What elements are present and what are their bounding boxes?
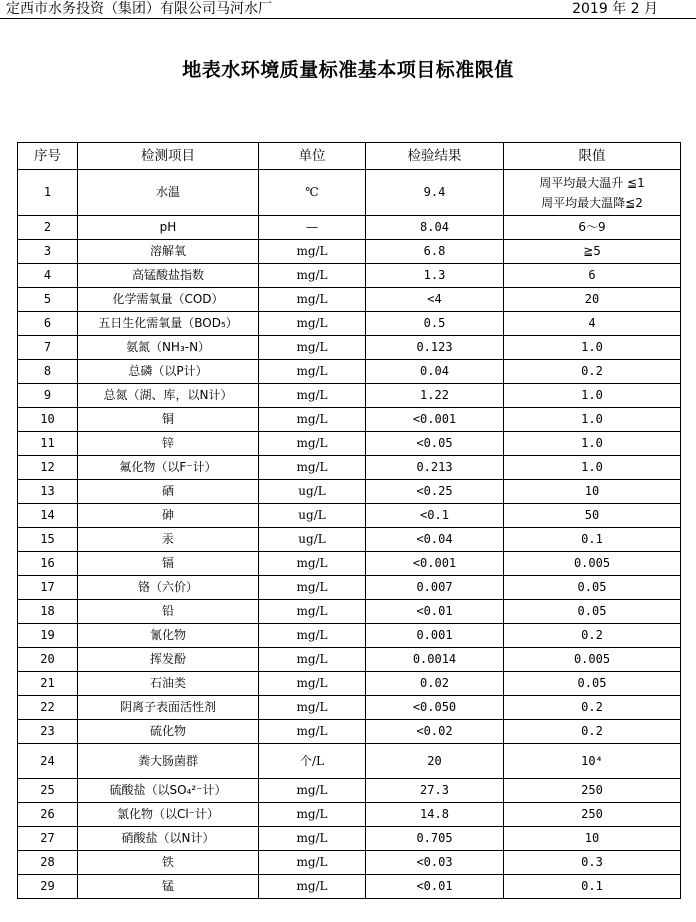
table-row [18,528,681,552]
table-row [18,216,681,240]
limit-value: 1.0 [504,432,681,456]
test-item: 铬（六价） [78,576,259,600]
limit-value: 0.1 [504,875,681,899]
row-number: 19 [18,624,78,648]
limit-value: 0.3 [504,851,681,875]
table-body [18,170,681,899]
test-item: 铅 [78,600,259,624]
test-item: 硫化物 [78,720,259,744]
test-result: 8.04 [366,216,504,240]
test-item: 石油类 [78,672,259,696]
table-row [18,720,681,744]
test-result: 0.123 [366,336,504,360]
limit-value: 0.1 [504,528,681,552]
limit-value: 1.0 [504,336,681,360]
row-number: 12 [18,456,78,480]
unit: mg/L [259,552,366,576]
table-row [18,170,681,216]
unit: mg/L [259,672,366,696]
row-number: 18 [18,600,78,624]
test-item: 硒 [78,480,259,504]
unit: mg/L [259,779,366,803]
limit-value: 0.2 [504,624,681,648]
column-header-no: 序号 [18,143,78,170]
test-item: 挥发酚 [78,648,259,672]
unit: mg/L [259,827,366,851]
row-number: 17 [18,576,78,600]
limit-value: 0.05 [504,576,681,600]
unit: mg/L [259,336,366,360]
row-number: 13 [18,480,78,504]
row-number: 26 [18,803,78,827]
test-item: 汞 [78,528,259,552]
row-number: 27 [18,827,78,851]
header-rule [0,18,696,19]
table-row [18,600,681,624]
row-number: 1 [18,170,78,216]
test-item: 锰 [78,875,259,899]
table-row [18,288,681,312]
limit-value: 10 [504,827,681,851]
table-row [18,624,681,648]
test-result: 0.5 [366,312,504,336]
limit-value: 1.0 [504,456,681,480]
test-result: 14.8 [366,803,504,827]
test-item: 硝酸盐（以N计） [78,827,259,851]
test-result: <0.25 [366,480,504,504]
test-result: 1.3 [366,264,504,288]
column-header-item: 检测项目 [78,143,259,170]
unit: mg/L [259,851,366,875]
test-item: 镉 [78,552,259,576]
unit: ug/L [259,528,366,552]
row-number: 28 [18,851,78,875]
test-result: 0.705 [366,827,504,851]
table-row [18,360,681,384]
test-item: 化学需氧量（COD） [78,288,259,312]
unit: mg/L [259,600,366,624]
test-item: 阴离子表面活性剂 [78,696,259,720]
test-result: 0.04 [366,360,504,384]
unit: ug/L [259,480,366,504]
table-row [18,504,681,528]
table-row [18,240,681,264]
row-number: 8 [18,360,78,384]
unit: mg/L [259,875,366,899]
limit-value: 10 [504,480,681,504]
table-row [18,384,681,408]
test-item: 粪大肠菌群 [78,744,259,779]
unit: mg/L [259,456,366,480]
test-result: <0.001 [366,552,504,576]
table-row [18,480,681,504]
test-item: 硫酸盐（以SO₄²⁻计） [78,779,259,803]
test-result: 27.3 [366,779,504,803]
unit: mg/L [259,720,366,744]
unit: mg/L [259,360,366,384]
limit-value: 4 [504,312,681,336]
unit: 个/L [259,744,366,779]
test-result: 6.8 [366,240,504,264]
limit-value: 0.005 [504,648,681,672]
table-row [18,336,681,360]
row-number: 15 [18,528,78,552]
test-result: 1.22 [366,384,504,408]
table-row [18,779,681,803]
row-number: 21 [18,672,78,696]
row-number: 22 [18,696,78,720]
test-item: 铁 [78,851,259,875]
row-number: 4 [18,264,78,288]
test-item: 总氮（湖、库，以N计） [78,384,259,408]
test-item: 氨氮（NH₃-N） [78,336,259,360]
test-item: 砷 [78,504,259,528]
unit: ℃ [259,170,366,216]
limit-value: 6 [504,264,681,288]
test-result: <0.1 [366,504,504,528]
limit-value: 0.2 [504,696,681,720]
unit: ug/L [259,504,366,528]
table-row [18,744,681,779]
limit-value: 0.05 [504,600,681,624]
table-row [18,875,681,899]
unit: mg/L [259,432,366,456]
test-result: <4 [366,288,504,312]
table-row [18,408,681,432]
standard-limits-table [17,142,681,899]
row-number: 14 [18,504,78,528]
limit-value: 0.05 [504,672,681,696]
row-number: 20 [18,648,78,672]
limit-value: 250 [504,803,681,827]
unit: mg/L [259,696,366,720]
column-header-unit: 单位 [259,143,366,170]
test-item: 溶解氧 [78,240,259,264]
limit-value: 10⁴ [504,744,681,779]
test-result: 0.007 [366,576,504,600]
row-number: 6 [18,312,78,336]
table-row [18,672,681,696]
limit-value: 20 [504,288,681,312]
test-item: 铜 [78,408,259,432]
test-result: <0.01 [366,875,504,899]
limit-value: 1.0 [504,408,681,432]
row-number: 7 [18,336,78,360]
test-item: 氟化物（以F⁻计） [78,456,259,480]
unit: mg/L [259,312,366,336]
table-row [18,264,681,288]
organization-name: 定西市水务投资（集团）有限公司马河水厂 [6,1,272,17]
test-result: 9.4 [366,170,504,216]
unit: mg/L [259,648,366,672]
unit: mg/L [259,288,366,312]
limit-value: 0.2 [504,720,681,744]
limit-value-line-1: 周平均最大温升 ≦1 [539,175,645,190]
row-number: 9 [18,384,78,408]
limit-value: 1.0 [504,384,681,408]
unit: mg/L [259,576,366,600]
test-result: 0.001 [366,624,504,648]
limit-value: ≧5 [504,240,681,264]
test-result: <0.02 [366,720,504,744]
test-result: <0.04 [366,528,504,552]
row-number: 3 [18,240,78,264]
table-row [18,696,681,720]
unit: mg/L [259,384,366,408]
unit: mg/L [259,240,366,264]
unit: — [259,216,366,240]
test-result: <0.001 [366,408,504,432]
table-row [18,552,681,576]
row-number: 25 [18,779,78,803]
limit-value: 6～9 [504,216,681,240]
limit-value: 0.005 [504,552,681,576]
test-item: 高锰酸盐指数 [78,264,259,288]
table-row [18,312,681,336]
table-row [18,648,681,672]
test-result: <0.050 [366,696,504,720]
test-item: 总磷（以P计） [78,360,259,384]
document-title: 地表水环境质量标准基本项目标准限值 [182,59,514,81]
limit-value: 0.2 [504,360,681,384]
table-row [18,456,681,480]
row-number: 29 [18,875,78,899]
report-date: 2019 年 2 月 [572,1,658,17]
test-item: 锌 [78,432,259,456]
test-result: 20 [366,744,504,779]
row-number: 5 [18,288,78,312]
row-number: 24 [18,744,78,779]
limit-value-line-2: 周平均最大温降≦2 [541,195,643,210]
test-result: <0.05 [366,432,504,456]
row-number: 2 [18,216,78,240]
column-header-result: 检验结果 [366,143,504,170]
unit: mg/L [259,408,366,432]
row-number: 23 [18,720,78,744]
test-item: 氰化物 [78,624,259,648]
table-row [18,827,681,851]
table-header-row [18,143,681,170]
limit-value: 50 [504,504,681,528]
unit: mg/L [259,803,366,827]
test-result: <0.03 [366,851,504,875]
test-result: 0.213 [366,456,504,480]
test-result: 0.02 [366,672,504,696]
row-number: 16 [18,552,78,576]
test-result: 0.0014 [366,648,504,672]
unit: mg/L [259,624,366,648]
test-item: pH [78,216,259,240]
test-item: 水温 [78,170,259,216]
table-row [18,851,681,875]
table-row [18,803,681,827]
unit: mg/L [259,264,366,288]
row-number: 10 [18,408,78,432]
limit-value [504,170,681,216]
test-item: 五日生化需氧量（BOD₅） [78,312,259,336]
column-header-limit: 限值 [504,143,681,170]
test-item: 氯化物（以Cl⁻计） [78,803,259,827]
test-result: <0.01 [366,600,504,624]
table-row [18,432,681,456]
table-row [18,576,681,600]
limit-value: 250 [504,779,681,803]
row-number: 11 [18,432,78,456]
